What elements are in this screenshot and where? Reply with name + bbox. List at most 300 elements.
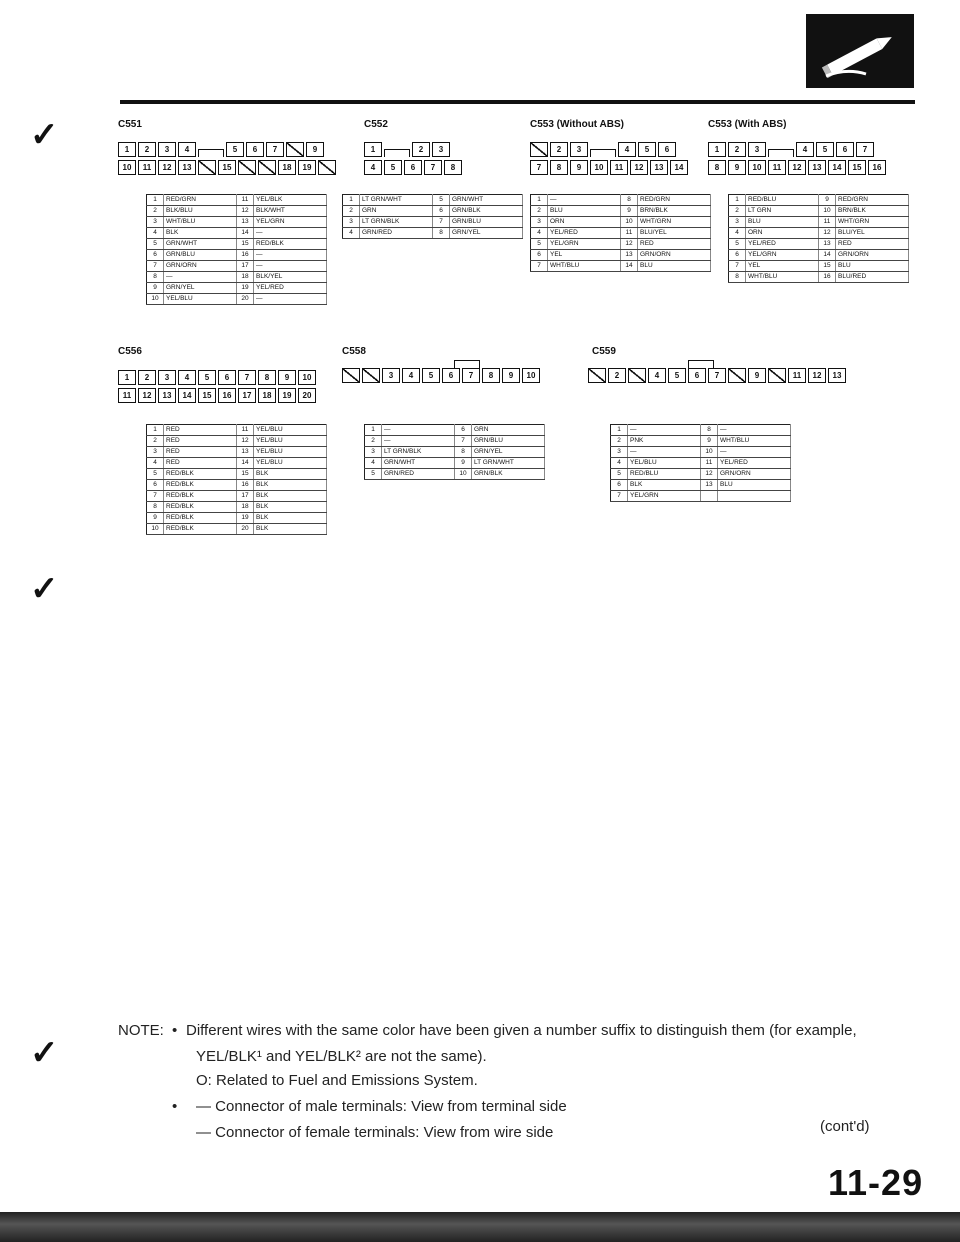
terminal-number: 1	[343, 195, 360, 206]
terminal-number: 2	[365, 436, 382, 447]
table-row	[147, 206, 327, 217]
terminal-number: 8	[147, 502, 164, 513]
pin: 10	[748, 160, 766, 175]
terminal-number: 13	[237, 447, 254, 458]
wire-color: BLU	[638, 261, 711, 272]
pin: 7	[856, 142, 874, 157]
pin-blank	[362, 368, 380, 383]
wire-color: LT GRN/WHT	[472, 458, 545, 469]
wire-color: BLU/RED	[836, 272, 909, 283]
wire-color: RED/BLK	[164, 502, 237, 513]
wire-color: YEL	[746, 261, 819, 272]
terminal-number: 3	[147, 217, 164, 228]
pin: 5	[384, 160, 402, 175]
pin: 3	[748, 142, 766, 157]
pin: 11	[138, 160, 156, 175]
wire-color: GRN/WHT	[450, 195, 523, 206]
wire-color: —	[254, 294, 327, 305]
table-row	[531, 239, 711, 250]
pin: 16	[868, 160, 886, 175]
terminal-number: 14	[621, 261, 638, 272]
wire-color: YEL/RED	[548, 228, 621, 239]
terminal-number: 9	[819, 195, 836, 206]
wire-color: GRN/YEL	[450, 228, 523, 239]
wire-color: BRN/BLK	[836, 206, 909, 217]
pin: 6	[218, 370, 236, 385]
pin: 4	[178, 370, 196, 385]
wire-color: RED/BLK	[164, 491, 237, 502]
pin: 10	[590, 160, 608, 175]
pin-blank	[286, 142, 304, 157]
wire-color: —	[628, 447, 701, 458]
page-number: 11-29	[828, 1162, 924, 1203]
terminal-number: 1	[365, 425, 382, 436]
pin: 3	[158, 370, 176, 385]
terminal-number: 14	[819, 250, 836, 261]
pin: 12	[138, 388, 156, 403]
note-line-3: O: Related to Fuel and Emissions System.	[196, 1072, 478, 1089]
connector-key	[198, 149, 224, 157]
pin: 1	[118, 142, 136, 157]
terminal-number: 7	[611, 491, 628, 502]
wire-color: RED/GRN	[836, 195, 909, 206]
wire-color: BLK	[254, 513, 327, 524]
pin: 5	[816, 142, 834, 157]
wire-color: —	[718, 425, 791, 436]
wire-color: RED	[836, 239, 909, 250]
wire-color: BLK	[254, 469, 327, 480]
pin: 6	[246, 142, 264, 157]
pin-blank	[530, 142, 548, 157]
pin: 3	[432, 142, 450, 157]
check-mark-icon: ✓	[30, 116, 59, 154]
terminal-number: 16	[237, 250, 254, 261]
terminal-number: 12	[701, 469, 718, 480]
terminal-number: 3	[343, 217, 360, 228]
wire-color: GRN/BLU	[164, 250, 237, 261]
wire-color: YEL/RED	[718, 458, 791, 469]
terminal-number: 11	[621, 228, 638, 239]
pin: 8	[550, 160, 568, 175]
pin-diagram-c559	[588, 368, 846, 383]
pin-diagram-c558	[342, 368, 540, 383]
pin-diagram-c556	[118, 370, 316, 403]
pin-diagram-c551	[118, 142, 336, 175]
wire-color: LT GRN/BLK	[360, 217, 433, 228]
pin: 12	[788, 160, 806, 175]
table-row	[343, 206, 523, 217]
pin: 10	[522, 368, 540, 383]
terminal-number: 7	[729, 261, 746, 272]
wire-color: WHT/GRN	[638, 217, 711, 228]
pin: 11	[610, 160, 628, 175]
terminal-number: 8	[455, 447, 472, 458]
wire-color: —	[628, 425, 701, 436]
pin: 5	[638, 142, 656, 157]
pin: 6	[442, 368, 460, 383]
note-line-5: — Connector of female terminals: View from wire side	[196, 1124, 554, 1141]
pin-blank	[628, 368, 646, 383]
pin: 17	[238, 388, 256, 403]
connector-key	[454, 360, 480, 368]
pin: 4	[364, 160, 382, 175]
terminal-number: 20	[237, 524, 254, 535]
terminal-number: 8	[433, 228, 450, 239]
table-row	[365, 436, 545, 447]
pin: 12	[630, 160, 648, 175]
wire-color: YEL/RED	[746, 239, 819, 250]
wire-color: YEL/GRN	[746, 250, 819, 261]
pin: 11	[118, 388, 136, 403]
wire-color: YEL/RED	[254, 283, 327, 294]
table-row	[611, 469, 791, 480]
terminal-number: 6	[531, 250, 548, 261]
terminal-number: 13	[237, 217, 254, 228]
terminal-number: 7	[531, 261, 548, 272]
bullet: •	[172, 1022, 178, 1039]
table-row	[365, 458, 545, 469]
terminal-number: 16	[237, 480, 254, 491]
terminal-number: 10	[147, 294, 164, 305]
terminal-number: 4	[147, 458, 164, 469]
connector-key	[384, 149, 410, 157]
pin: 18	[258, 388, 276, 403]
terminal-number: 3	[531, 217, 548, 228]
pin: 6	[658, 142, 676, 157]
pin-blank	[588, 368, 606, 383]
wire-color: RED	[164, 458, 237, 469]
pin: 15	[198, 388, 216, 403]
pin: 2	[138, 370, 156, 385]
table-row	[611, 458, 791, 469]
wire-color: YEL/GRN	[628, 491, 701, 502]
terminal-number: 12	[621, 239, 638, 250]
wire-color: BLK	[254, 524, 327, 535]
wire-color: YEL/BLU	[254, 447, 327, 458]
wire-color: BLK	[254, 480, 327, 491]
note-line-4: — Connector of male terminals: View from terminal side	[196, 1098, 567, 1115]
wire-color: BLK/YEL	[254, 272, 327, 283]
wire-color: GRN/ORN	[164, 261, 237, 272]
table-row	[147, 491, 327, 502]
table-row	[147, 458, 327, 469]
wire-color: WHT/GRN	[836, 217, 909, 228]
header-rule	[120, 100, 915, 104]
terminal-number: 13	[819, 239, 836, 250]
table-row	[147, 195, 327, 206]
pin: 15	[848, 160, 866, 175]
wire-color: RED	[164, 425, 237, 436]
table-row	[611, 480, 791, 491]
wire-color: RED	[164, 447, 237, 458]
wire-color: GRN/BLU	[472, 436, 545, 447]
wire-color: WHT/BLU	[746, 272, 819, 283]
pin: 13	[178, 160, 196, 175]
terminal-number: 20	[237, 294, 254, 305]
pin-diagram-c553-without-abs	[530, 142, 688, 175]
terminal-number: 7	[433, 217, 450, 228]
pin: 19	[278, 388, 296, 403]
pin: 3	[570, 142, 588, 157]
table-row	[147, 436, 327, 447]
table-row	[147, 217, 327, 228]
table-row	[147, 524, 327, 535]
connector-key	[768, 149, 794, 157]
pin: 8	[482, 368, 500, 383]
terminal-number: 1	[729, 195, 746, 206]
pin-blank	[198, 160, 216, 175]
table-row	[147, 502, 327, 513]
terminal-number: 4	[729, 228, 746, 239]
pin: 12	[158, 160, 176, 175]
table-row	[147, 261, 327, 272]
connector-title-c551: C551	[118, 119, 142, 130]
wire-color: GRN/ORN	[836, 250, 909, 261]
table-row	[343, 217, 523, 228]
wire-color: RED/BLU	[628, 469, 701, 480]
terminal-number: 9	[701, 436, 718, 447]
terminal-number: 19	[237, 283, 254, 294]
terminal-number: 6	[729, 250, 746, 261]
pin: 20	[298, 388, 316, 403]
wire-color: BLK	[164, 228, 237, 239]
pin: 9	[278, 370, 296, 385]
wire-color: GRN/YEL	[164, 283, 237, 294]
check-mark-icon: ✓	[30, 570, 59, 608]
terminal-number	[701, 491, 718, 502]
table-row	[531, 261, 711, 272]
terminal-number: 14	[237, 228, 254, 239]
pin-blank	[342, 368, 360, 383]
pin: 9	[728, 160, 746, 175]
terminal-number: 4	[531, 228, 548, 239]
wire-color: GRN/BLU	[450, 217, 523, 228]
terminal-number: 3	[729, 217, 746, 228]
wire-color: —	[718, 447, 791, 458]
pin: 6	[404, 160, 422, 175]
terminal-number: 12	[819, 228, 836, 239]
table-row	[729, 250, 909, 261]
terminal-number: 8	[729, 272, 746, 283]
pin: 7	[708, 368, 726, 383]
terminal-number: 18	[237, 502, 254, 513]
pin: 8	[708, 160, 726, 175]
terminal-number: 3	[611, 447, 628, 458]
wire-color: WHT/BLU	[718, 436, 791, 447]
table-row	[147, 228, 327, 239]
wire-table-c556	[146, 424, 327, 535]
terminal-number: 7	[147, 261, 164, 272]
terminal-number: 2	[147, 436, 164, 447]
terminal-number: 9	[621, 206, 638, 217]
wire-color: BLK/BLU	[164, 206, 237, 217]
terminal-number: 4	[611, 458, 628, 469]
wire-color: ORN	[746, 228, 819, 239]
terminal-number: 2	[343, 206, 360, 217]
wire-color: —	[382, 436, 455, 447]
wire-color: —	[382, 425, 455, 436]
pin: 14	[828, 160, 846, 175]
terminal-number: 4	[343, 228, 360, 239]
pin: 4	[796, 142, 814, 157]
terminal-number: 6	[147, 480, 164, 491]
table-row	[729, 239, 909, 250]
table-row	[531, 228, 711, 239]
wire-color: BLU/YEL	[638, 228, 711, 239]
wire-color: ORN	[548, 217, 621, 228]
note-label: NOTE:	[118, 1022, 164, 1039]
pin: 4	[648, 368, 666, 383]
table-row	[147, 447, 327, 458]
terminal-number: 13	[701, 480, 718, 491]
wire-color: BLK	[628, 480, 701, 491]
connector-title-c552: C552	[364, 119, 388, 130]
pin: 4	[402, 368, 420, 383]
wire-color: YEL/BLU	[254, 436, 327, 447]
terminal-number: 9	[147, 513, 164, 524]
terminal-number: 7	[147, 491, 164, 502]
wire-color: GRN/ORN	[638, 250, 711, 261]
wire-color: RED/BLK	[164, 513, 237, 524]
pin: 6	[836, 142, 854, 157]
terminal-number: 10	[621, 217, 638, 228]
table-row	[611, 447, 791, 458]
check-mark-icon: ✓	[30, 1034, 59, 1072]
footer-bar	[0, 1212, 960, 1242]
pin: 4	[178, 142, 196, 157]
pin: 1	[118, 370, 136, 385]
terminal-number: 1	[147, 195, 164, 206]
terminal-number: 6	[147, 250, 164, 261]
pin: 7	[238, 370, 256, 385]
pin: 5	[668, 368, 686, 383]
terminal-number: 16	[819, 272, 836, 283]
wire-color: BLK	[254, 502, 327, 513]
wire-color: RED/BLK	[254, 239, 327, 250]
pencil-icon	[806, 14, 914, 88]
pin: 2	[728, 142, 746, 157]
pin: 13	[808, 160, 826, 175]
terminal-number: 3	[147, 447, 164, 458]
wire-table-c552	[342, 194, 523, 239]
terminal-number: 6	[455, 425, 472, 436]
table-row	[729, 195, 909, 206]
wire-color: GRN/RED	[360, 228, 433, 239]
terminal-number: 5	[147, 239, 164, 250]
pin: 15	[218, 160, 236, 175]
pin: 18	[278, 160, 296, 175]
pin: 14	[670, 160, 688, 175]
pin: 9	[570, 160, 588, 175]
table-row	[531, 217, 711, 228]
wire-color: YEL/BLU	[254, 458, 327, 469]
terminal-number: 12	[237, 436, 254, 447]
terminal-number: 5	[729, 239, 746, 250]
pin: 3	[158, 142, 176, 157]
wire-color: PNK	[628, 436, 701, 447]
table-row	[729, 217, 909, 228]
terminal-number: 2	[531, 206, 548, 217]
wire-color: RED/GRN	[638, 195, 711, 206]
pin: 7	[530, 160, 548, 175]
wire-table-c553-without-abs	[530, 194, 711, 272]
pin: 7	[266, 142, 284, 157]
wire-table-c558	[364, 424, 545, 480]
table-row	[147, 469, 327, 480]
wire-color: GRN/YEL	[472, 447, 545, 458]
terminal-number: 17	[237, 491, 254, 502]
table-row	[365, 447, 545, 458]
wire-color: RED	[164, 436, 237, 447]
terminal-number: 10	[701, 447, 718, 458]
wire-color: GRN/WHT	[164, 239, 237, 250]
connector-key	[590, 149, 616, 157]
terminal-number: 2	[147, 206, 164, 217]
table-row	[147, 272, 327, 283]
terminal-number: 5	[365, 469, 382, 480]
pin: 9	[502, 368, 520, 383]
pin: 14	[178, 388, 196, 403]
terminal-number: 8	[621, 195, 638, 206]
terminal-number: 13	[621, 250, 638, 261]
terminal-number: 1	[531, 195, 548, 206]
wire-color: LT GRN/BLK	[382, 447, 455, 458]
terminal-number: 12	[237, 206, 254, 217]
pin: 2	[412, 142, 430, 157]
pin: 5	[226, 142, 244, 157]
wire-color: GRN/RED	[382, 469, 455, 480]
pin-blank	[238, 160, 256, 175]
wire-color: BRN/BLK	[638, 206, 711, 217]
wire-color: YEL/BLU	[628, 458, 701, 469]
table-row	[531, 206, 711, 217]
table-row	[343, 228, 523, 239]
wire-color: BLU/YEL	[836, 228, 909, 239]
terminal-number: 11	[701, 458, 718, 469]
terminal-number: 8	[147, 272, 164, 283]
terminal-number: 18	[237, 272, 254, 283]
table-row	[147, 425, 327, 436]
terminal-number: 11	[237, 195, 254, 206]
terminal-number: 6	[433, 206, 450, 217]
pin-diagram-c553-with-abs	[708, 142, 886, 175]
wire-color: —	[164, 272, 237, 283]
pin: 4	[618, 142, 636, 157]
wire-color: YEL/GRN	[254, 217, 327, 228]
terminal-number: 5	[147, 469, 164, 480]
connector-title-c553-with-abs: C553 (With ABS)	[708, 119, 787, 130]
wire-color: GRN	[360, 206, 433, 217]
wire-color	[718, 491, 791, 502]
wire-color: GRN/WHT	[382, 458, 455, 469]
table-row	[729, 272, 909, 283]
wire-table-c559	[610, 424, 791, 502]
table-row	[531, 250, 711, 261]
table-row	[611, 436, 791, 447]
wire-color: GRN/BLK	[472, 469, 545, 480]
wire-color: RED/BLK	[164, 524, 237, 535]
terminal-number: 2	[611, 436, 628, 447]
connector-title-c559: C559	[592, 346, 616, 357]
terminal-number: 4	[365, 458, 382, 469]
pin-blank	[258, 160, 276, 175]
terminal-number: 9	[147, 283, 164, 294]
table-row	[729, 206, 909, 217]
terminal-number: 17	[237, 261, 254, 272]
table-row	[611, 425, 791, 436]
wire-color: BLU	[548, 206, 621, 217]
connector-title-c558: C558	[342, 346, 366, 357]
